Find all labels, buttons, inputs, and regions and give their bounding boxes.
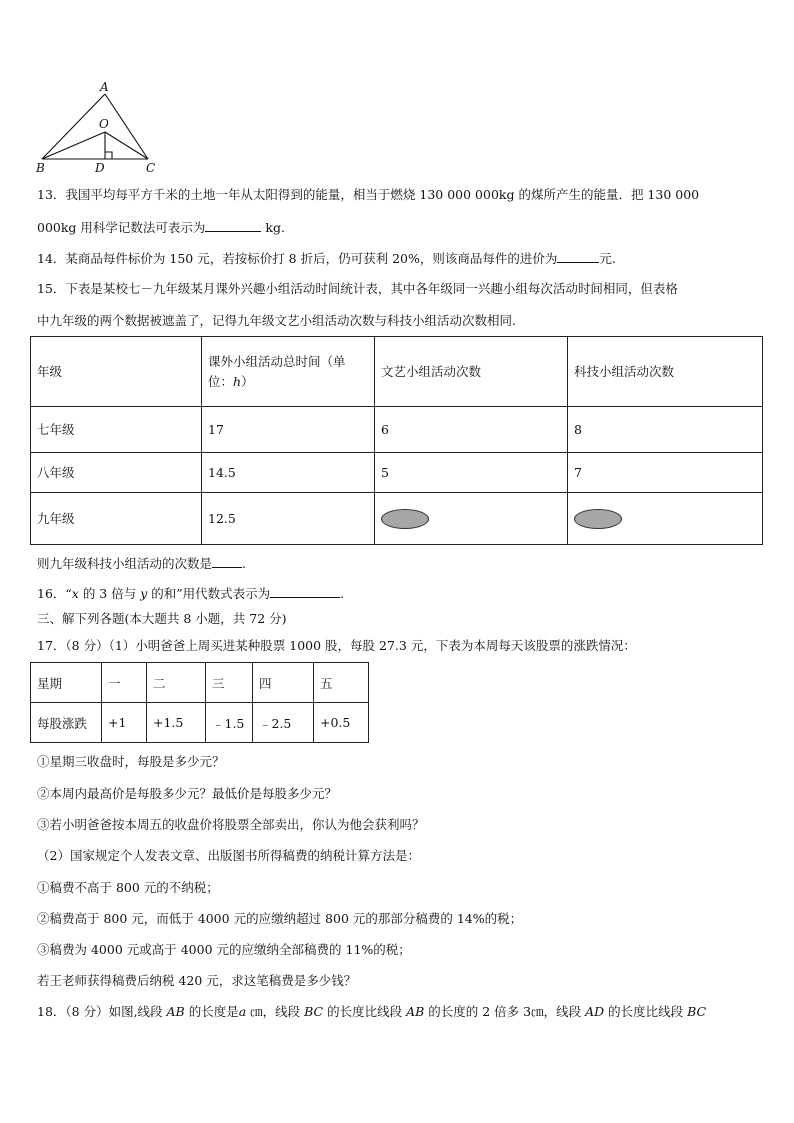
q17-sub3: ③若小明爸爸按本周五的收盘价将股票全部卖出，你认为他会获利吗？ bbox=[37, 817, 425, 832]
q15-table bbox=[30, 336, 763, 545]
cell: ﹣1.5 bbox=[206, 703, 253, 743]
q16-text-b: 的 3 倍与 bbox=[78, 586, 141, 601]
cell: 12.5 bbox=[202, 493, 375, 545]
cell: 一 bbox=[102, 663, 147, 703]
segment-ac bbox=[105, 94, 148, 159]
cell: +0.5 bbox=[314, 703, 369, 743]
q18-t3: ㎝，线段 bbox=[246, 1004, 305, 1019]
q13-line1: 13．我国平均每平方千米的土地一年从太阳得到的能量，相当于燃烧 130 000 000kg 的煤所产生的能量．把 130 000 bbox=[37, 187, 700, 202]
q15-after-end: . bbox=[242, 556, 246, 571]
cell: 五 bbox=[314, 663, 369, 703]
cell: 5 bbox=[375, 453, 568, 493]
cell: 6 bbox=[375, 407, 568, 453]
header-total-time-close: ） bbox=[241, 373, 254, 389]
cell: 星期 bbox=[31, 663, 102, 703]
cell: 每股涨跌 bbox=[31, 703, 102, 743]
q13-line2 bbox=[37, 219, 285, 237]
covered-oval bbox=[381, 509, 429, 529]
cell: 14.5 bbox=[202, 453, 375, 493]
q13-answer-blank[interactable] bbox=[205, 219, 261, 232]
header-total-time bbox=[202, 337, 375, 407]
cell: 九年级 bbox=[31, 493, 202, 545]
q17-part2: （2）国家规定个人发表文章、出版图书所得稿费的纳税计算方法是： bbox=[37, 848, 420, 863]
q17-rule2: ②稿费高于 800 元，而低于 4000 元的应缴纳超过 800 元的那部分稿费的 14%的税； bbox=[37, 911, 523, 926]
cell: 七年级 bbox=[31, 407, 202, 453]
table-row bbox=[31, 407, 763, 453]
q14-text: 14．某商品每件标价为 150 元，若按标价打 8 折后，仍可获利 20%，则该商品每件的进价为 bbox=[37, 251, 558, 266]
header-total-time-l1: 课外小组活动总时间（单 bbox=[208, 353, 346, 369]
label-d: D bbox=[95, 161, 105, 175]
covered-oval bbox=[574, 509, 622, 529]
header-grade: 年级 bbox=[31, 337, 202, 407]
q18-t2: 的长度是 bbox=[184, 1004, 239, 1019]
q13-unit: kg. bbox=[265, 220, 285, 235]
q17-sub2: ②本周内最高价是每股多少元？最低价是每股多少元？ bbox=[37, 786, 338, 801]
cell: 7 bbox=[568, 453, 763, 493]
q15-after-text: 则九年级科技小组活动的次数是 bbox=[37, 556, 213, 571]
segment-bo bbox=[42, 132, 105, 159]
q16-text-d: . bbox=[340, 586, 345, 601]
label-o: O bbox=[99, 117, 109, 131]
label-b: B bbox=[36, 161, 45, 175]
q15-after bbox=[37, 555, 246, 573]
q17-rule3: ③稿费为 4000 元或高于 4000 元的应缴纳全部稿费的 11%的税； bbox=[37, 942, 411, 957]
q14-answer-blank[interactable] bbox=[557, 250, 599, 263]
q18-ab: AB bbox=[166, 1004, 185, 1019]
cell: +1.5 bbox=[147, 703, 206, 743]
q15-line2: 中九年级的两个数据被遮盖了，记得九年级文艺小组活动次数与科技小组活动次数相同. bbox=[37, 313, 516, 328]
q17-question: 若王老师获得稿费后纳税 420 元，求这笔稿费是多少钱？ bbox=[37, 973, 357, 988]
q14-unit: 元. bbox=[599, 251, 616, 266]
q18-t1: 18．（8 分）如图,线段 bbox=[37, 1004, 167, 1019]
cell: 8 bbox=[568, 407, 763, 453]
q17-sub1: ①星期三收盘时，每股是多少元？ bbox=[37, 754, 225, 769]
header-tech-count: 科技小组活动次数 bbox=[568, 337, 763, 407]
q18-ab-2: AB bbox=[406, 1004, 425, 1019]
table-header-row bbox=[31, 337, 763, 407]
q17-table bbox=[30, 662, 369, 743]
cell: 八年级 bbox=[31, 453, 202, 493]
cell: ﹣2.5 bbox=[253, 703, 314, 743]
q15-line1: 15．下表是某校七－九年级某月课外兴趣小组活动时间统计表，其中各年级同一兴趣小组每次活动时间相同，但表格 bbox=[37, 281, 678, 296]
q18-var-a: a bbox=[238, 1004, 247, 1019]
table-row bbox=[31, 453, 763, 493]
cell: 17 bbox=[202, 407, 375, 453]
q16-text-a: 16．“ bbox=[37, 586, 72, 601]
q18-t5: 的长度的 2 倍多 3㎝，线段 bbox=[424, 1004, 586, 1019]
header-total-time-l2: 位： bbox=[208, 373, 234, 389]
cell: 四 bbox=[253, 663, 314, 703]
q18-bc-2: BC bbox=[687, 1004, 707, 1019]
section-3-heading: 三、解下列各题(本大题共 8 小题，共 72 分) bbox=[37, 611, 287, 626]
q16-text-c: 的和”用代数式表示为 bbox=[147, 586, 271, 601]
cell-covered-arts bbox=[375, 493, 568, 545]
header-arts-count: 文艺小组活动次数 bbox=[375, 337, 568, 407]
table-row bbox=[31, 703, 369, 743]
header-unit-h: h bbox=[233, 373, 242, 389]
label-a: A bbox=[100, 80, 109, 94]
q18-ad: AD bbox=[585, 1004, 605, 1019]
q18-t6: 的长度比线段 bbox=[604, 1004, 688, 1019]
q16-answer-blank[interactable] bbox=[270, 585, 340, 598]
cell: +1 bbox=[102, 703, 147, 743]
q18-line bbox=[37, 1003, 706, 1021]
q13-text: 000kg 用科学记数法可表示为 bbox=[37, 220, 206, 235]
q18-bc: BC bbox=[304, 1004, 324, 1019]
segment-ab bbox=[42, 94, 105, 159]
q14-line bbox=[37, 250, 616, 268]
q18-t4: 的长度比线段 bbox=[323, 1004, 407, 1019]
right-angle-mark bbox=[105, 152, 112, 159]
table-row bbox=[31, 663, 369, 703]
table-row bbox=[31, 493, 763, 545]
q17-intro: 17．（8 分）（1）小明爸爸上周买进某种股票 1000 股，每股 27.3 元，下表为本周每天该股票的涨跌情况： bbox=[37, 638, 636, 653]
triangle-figure bbox=[30, 78, 170, 178]
q15-answer-blank[interactable] bbox=[212, 555, 242, 568]
q16-line bbox=[37, 585, 344, 603]
q16-var-x: x bbox=[71, 586, 79, 601]
q17-rule1: ①稿费不高于 800 元的不纳税； bbox=[37, 880, 219, 895]
cell: 三 bbox=[206, 663, 253, 703]
cell: 二 bbox=[147, 663, 206, 703]
cell-covered-tech bbox=[568, 493, 763, 545]
q16-var-y: y bbox=[140, 586, 148, 601]
label-c: C bbox=[146, 161, 156, 175]
